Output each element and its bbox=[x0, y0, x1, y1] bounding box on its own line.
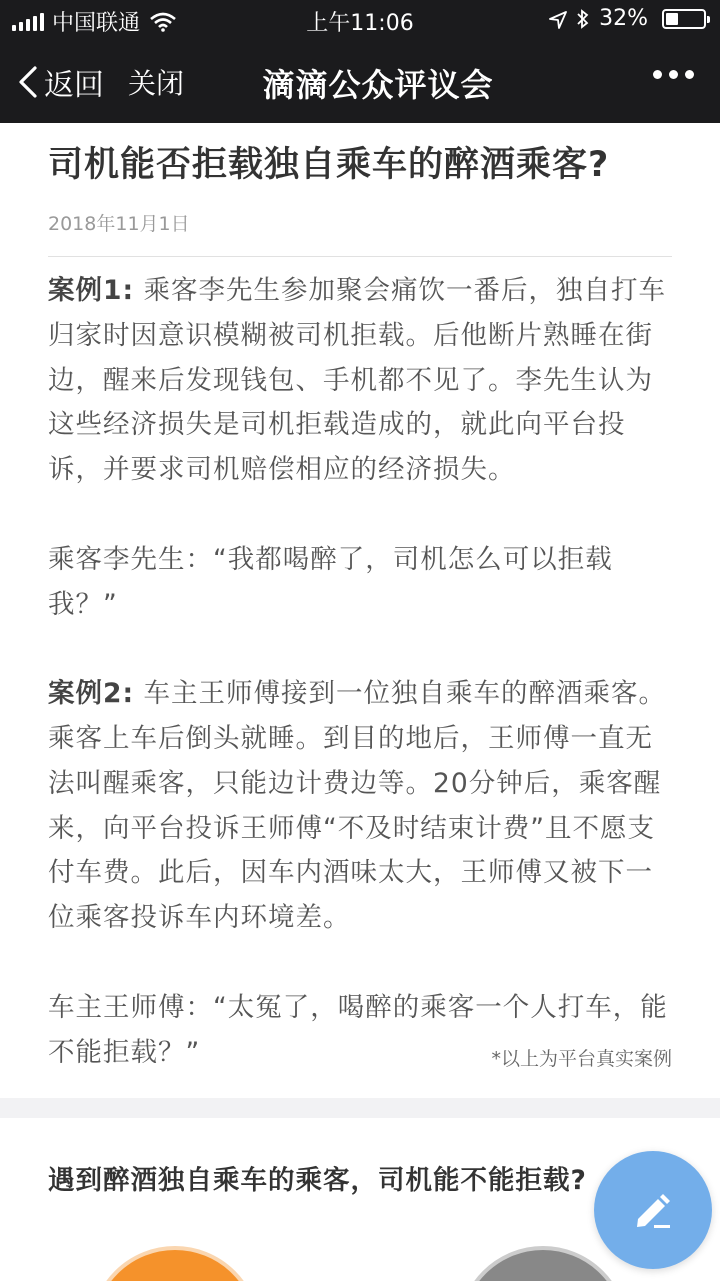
article-card bbox=[0, 123, 720, 1098]
battery-icon bbox=[662, 9, 706, 29]
bluetooth-icon bbox=[577, 9, 589, 29]
location-arrow-icon bbox=[549, 10, 567, 28]
top-bar bbox=[0, 0, 720, 123]
case1-label: 案例1: bbox=[48, 275, 135, 306]
status-bar bbox=[0, 0, 720, 40]
case2-paragraph bbox=[48, 672, 678, 941]
divider bbox=[48, 256, 672, 257]
case2-text: 车主王师傅接到一位独自乘车的醉酒乘客。乘客上车后倒头就睡。到目的地后，王师傅一直无法叫醒乘客，只能边计费边等。20分钟后，乘客醒来，向平台投诉王师傅“不及时结束计费”且不愿支付车费。此后，因车内酒味太大，王师傅又被下一位乘客投诉车内环境差。 bbox=[48, 678, 666, 934]
status-time: 上午11:06 bbox=[306, 11, 414, 36]
article-body bbox=[48, 269, 678, 1075]
case1-text: 乘客李先生参加聚会痛饮一番后，独自打车归家时因意识模糊被司机拒载。后他断片熟睡在街边，醒来后发现钱包、手机都不见了。李先生认为这些经济损失是司机拒载造成的，就此向平台投诉，并要求司机赔偿相应的经济损失。 bbox=[48, 275, 666, 486]
case1-paragraph bbox=[48, 269, 678, 493]
more-dots-icon[interactable] bbox=[653, 70, 694, 79]
quote1: 乘客李先生：“我都喝醉了，司机怎么可以拒载我？” bbox=[48, 543, 613, 620]
write-comment-button[interactable] bbox=[594, 1151, 712, 1269]
quote2: 车主王师傅：“太冤了，喝醉的乘客一个人打车，能不能拒载？” bbox=[48, 991, 668, 1068]
vote-option-b[interactable] bbox=[458, 1246, 628, 1281]
nav-bar bbox=[0, 40, 720, 123]
battery-fill bbox=[666, 13, 678, 25]
case2-label: 案例2: bbox=[48, 678, 135, 710]
back-label: 返回 bbox=[44, 68, 104, 103]
page-title: 滴滴公众评议会 bbox=[262, 66, 494, 104]
question-title: 遇到醉酒独自乘车的乘客，司机能不能拒载? bbox=[48, 1165, 587, 1196]
status-right bbox=[549, 6, 706, 31]
battery-percent: 32% bbox=[599, 6, 648, 31]
pencil-icon bbox=[628, 1185, 678, 1235]
article-date: 2018年11月1日 bbox=[48, 213, 190, 235]
source-note: *以上为平台真实案例 bbox=[491, 1048, 672, 1070]
article-title: 司机能否拒载独自乘车的醉酒乘客? bbox=[48, 145, 610, 185]
close-button[interactable]: 关闭 bbox=[128, 67, 185, 100]
carrier-name: 中国联通 bbox=[52, 11, 141, 36]
vote-option-a[interactable] bbox=[90, 1246, 260, 1281]
